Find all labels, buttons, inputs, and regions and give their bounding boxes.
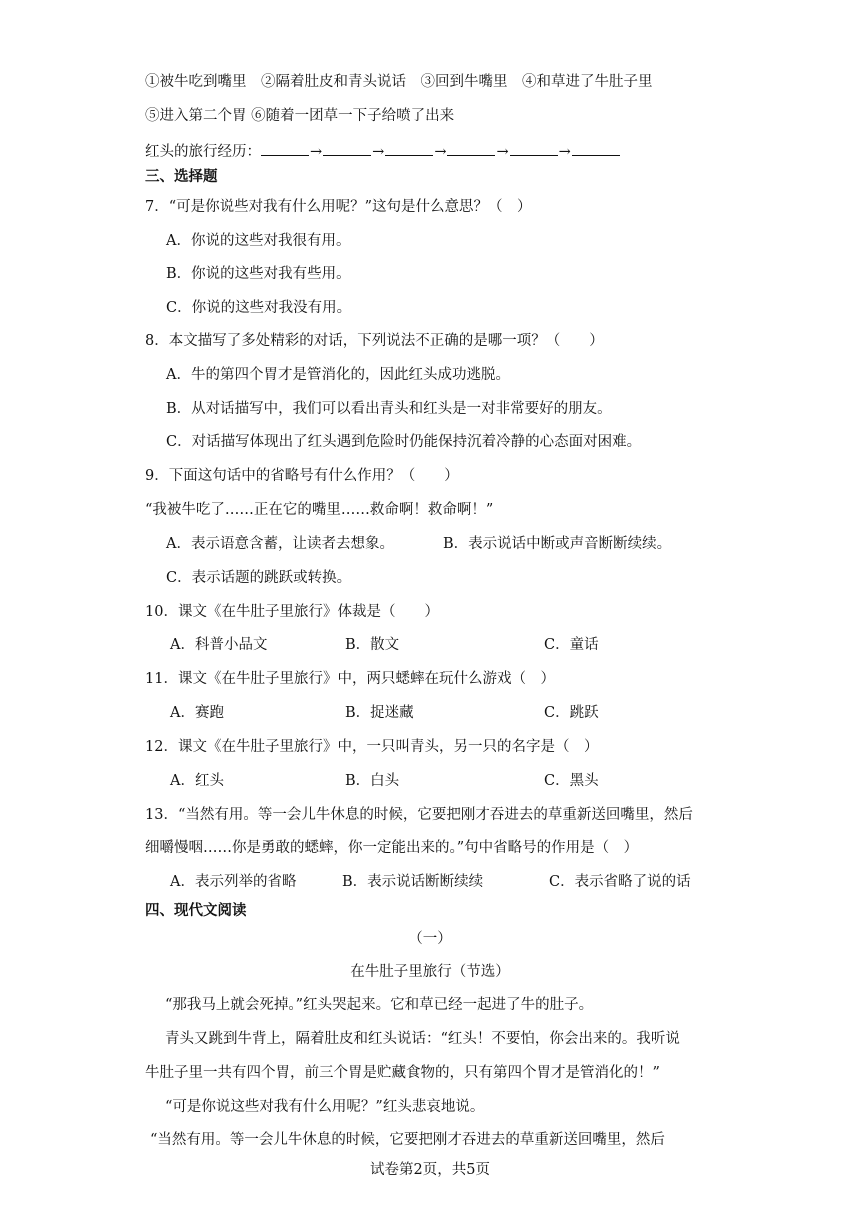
arrow: → <box>558 144 571 160</box>
reading-paragraph-3: “可是你说这些对我有什么用呢？”红头悲哀地说。 <box>165 1099 485 1115</box>
reading-title: 在牛肚子里旅行（节选） <box>350 964 510 980</box>
arrow: → <box>434 144 447 160</box>
q13-option-a[interactable]: A．表示列举的省略 <box>170 874 297 890</box>
journey-label: 红头的旅行经历： <box>145 144 261 160</box>
q8-option-c[interactable]: C．对话描写体现出了红头遇到危险时仍能保持沉着冷静的心态面对困难。 <box>166 434 642 450</box>
arrow: → <box>310 144 323 160</box>
q12-option-c[interactable]: C．黑头 <box>544 773 599 789</box>
q13-stem-line-2: 细嚼慢咽……你是勇敢的蟋蟀，你一定能出来的。”句中省略号的作用是（ ） <box>145 840 639 856</box>
q12-option-a[interactable]: A．红头 <box>170 773 224 789</box>
q10-option-a[interactable]: A．科普小品文 <box>170 637 268 653</box>
q13-stem-line-1: 13．“当然有用。等一会儿牛休息的时候，它要把刚才吞进去的草重新送回嘴里，然后 <box>145 807 693 823</box>
q11-option-c[interactable]: C．跳跃 <box>544 705 599 721</box>
order-items-line-2: ⑤进入第二个胃 ⑥随着一团草一下子给喷了出来 <box>145 108 455 124</box>
q7-stem: 7．“可是你说些对我有什么用呢？”这句是什么意思？（ ） <box>145 199 532 215</box>
q10-option-b[interactable]: B．散文 <box>345 637 400 653</box>
q9-option-b[interactable]: B．表示说话中断或声音断断续续。 <box>443 536 672 552</box>
section-3-title: 三、选择题 <box>145 169 218 185</box>
q8-option-b[interactable]: B．从对话描写中，我们可以看出青头和红头是一对非常要好的朋友。 <box>166 401 612 417</box>
q9-quote: “我被牛吃了……正在它的嘴里……救命啊！救命啊！” <box>145 502 494 518</box>
q10-stem: 10．课文《在牛肚子里旅行》体裁是（ ） <box>145 604 439 620</box>
answer-blank[interactable] <box>572 141 620 156</box>
q12-option-b[interactable]: B．白头 <box>345 773 400 789</box>
page-footer: 试卷第2页，共5页 <box>370 1162 490 1178</box>
answer-blank[interactable] <box>447 141 495 156</box>
reading-part-label: （一） <box>408 931 452 947</box>
answer-blank[interactable] <box>261 141 309 156</box>
answer-blank[interactable] <box>385 141 433 156</box>
section-4-title: 四、现代文阅读 <box>145 903 247 919</box>
reading-paragraph-2-line-1: 青头又跳到牛背上，隔着肚皮和红头说话：“红头！不要怕，你会出来的。我听说 <box>165 1031 680 1047</box>
q11-stem: 11．课文《在牛肚子里旅行》中，两只蟋蟀在玩什么游戏（ ） <box>145 671 555 687</box>
journey-answer-line <box>145 141 620 162</box>
reading-paragraph-2-line-2: 牛肚子里一共有四个胃，前三个胃是贮藏食物的，只有第四个胃才是管消化的！” <box>145 1065 660 1081</box>
q7-option-c[interactable]: C．你说的这些对我没有用。 <box>166 300 352 316</box>
reading-paragraph-4: “当然有用。等一会儿牛休息的时候，它要把刚才吞进去的草重新送回嘴里，然后 <box>150 1132 665 1148</box>
q9-option-c[interactable]: C．表示话题的跳跃或转换。 <box>166 570 352 586</box>
q11-option-a[interactable]: A．赛跑 <box>170 705 224 721</box>
q10-option-c[interactable]: C．童话 <box>544 637 599 653</box>
answer-blank[interactable] <box>323 141 371 156</box>
answer-blank[interactable] <box>510 141 558 156</box>
order-items-line-1: ①被牛吃到嘴里 ②隔着肚皮和青头说话 ③回到牛嘴里 ④和草进了牛肚子里 <box>145 74 653 90</box>
arrow: → <box>372 144 385 160</box>
q12-stem: 12．课文《在牛肚子里旅行》中，一只叫青头，另一只的名字是（ ） <box>145 739 599 755</box>
q7-option-a[interactable]: A．你说的这些对我很有用。 <box>166 233 351 249</box>
q11-option-b[interactable]: B．捉迷藏 <box>345 705 414 721</box>
q13-option-b[interactable]: B．表示说话断断续续 <box>342 874 484 890</box>
q13-option-c[interactable]: C．表示省略了说的话 <box>549 874 691 890</box>
q8-option-a[interactable]: A．牛的第四个胃才是管消化的，因此红头成功逃脱。 <box>166 367 510 383</box>
q9-stem: 9．下面这句话中的省略号有什么作用？（ ） <box>145 468 459 484</box>
arrow: → <box>496 144 509 160</box>
q7-option-b[interactable]: B．你说的这些对我有些用。 <box>166 266 351 282</box>
reading-paragraph-1: “那我马上就会死掉。”红头哭起来。它和草已经一起进了牛的肚子。 <box>165 997 594 1013</box>
q9-option-a[interactable]: A．表示语意含蓄，让读者去想象。 <box>166 536 394 552</box>
q8-stem: 8．本文描写了多处精彩的对话，下列说法不正确的是哪一项？（ ） <box>145 333 604 349</box>
